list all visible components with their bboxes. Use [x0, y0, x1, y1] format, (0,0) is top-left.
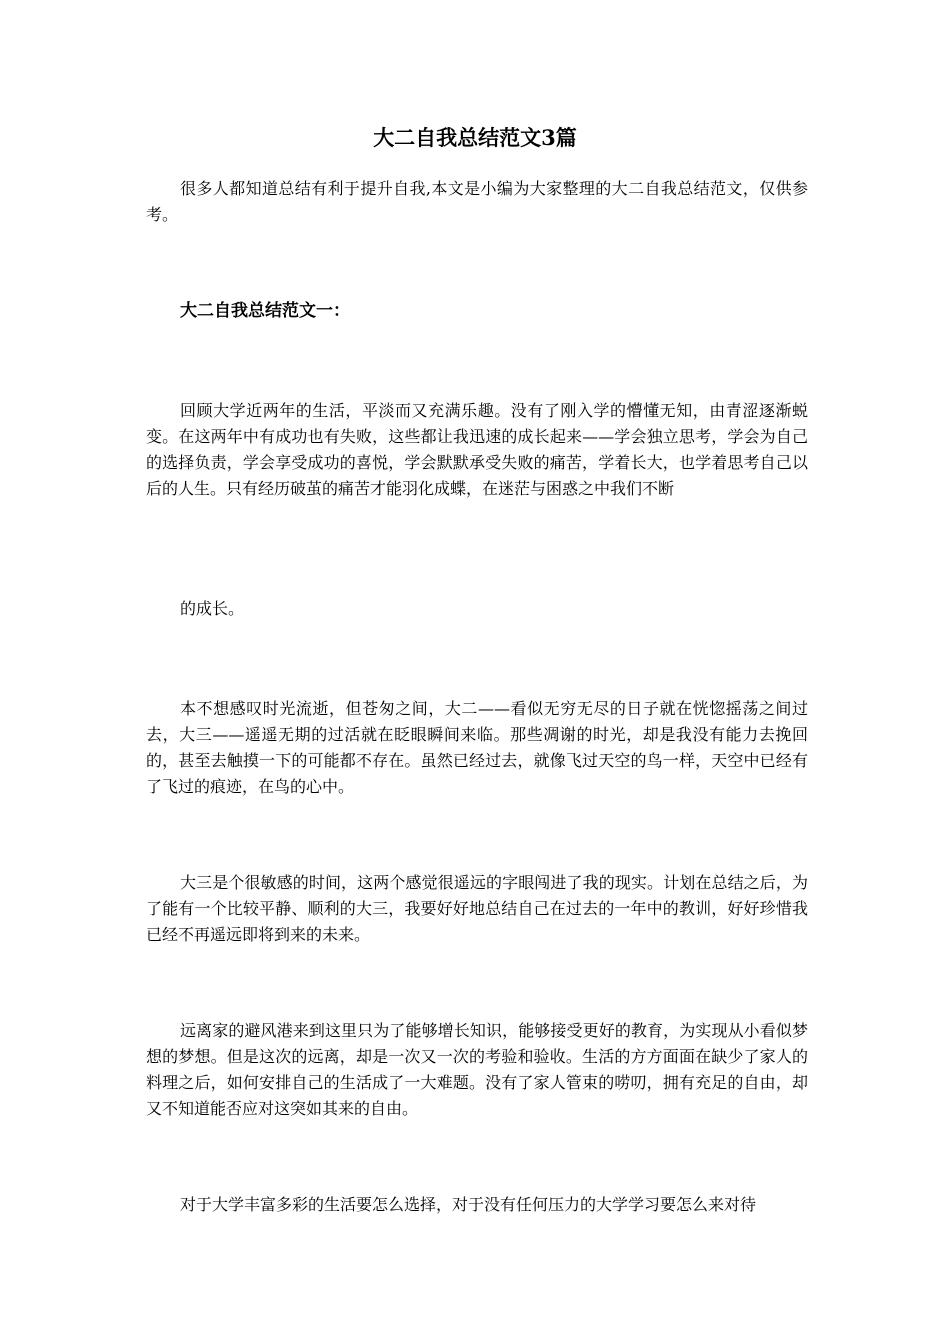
- section-heading: 大二自我总结范文一：: [180, 301, 350, 321]
- body-paragraph: 本不想感叹时光流逝，但苍匆之间，大二——看似无穷无尽的日子就在恍惚摇荡之间过去，大三——遥遥无期的过活就在眨眼瞬间来临。那些凋谢的时光，却是我没有能力去挽回的，甚至去触摸一下的可能都不存在。虽然已经过去，就像飞过天空的鸟一样，天空中已经有了飞过的痕迹，在鸟的心中。: [146, 699, 808, 796]
- body-paragraph: 回顾大学近两年的生活，平淡而又充满乐趣。没有了刚入学的懵懂无知，由青涩逐渐蜕变。在这两年中有成功也有失败，这些都让我迅速的成长起来——学会独立思考，学会为自己的选择负责，学会享受成功的喜悦，学会默默承受失败的痛苦，学着长大，也学着思考自己以后的人生。只有经历破茧的痛苦才能羽化成蝶，在迷茫与困惑之中我们不断: [146, 401, 808, 498]
- body-paragraph: 的成长。: [180, 599, 245, 618]
- body-paragraph: 远离家的避风港来到这里只为了能够增长知识，能够接受更好的教育，为实现从小看似梦想的梦想。但是这次的远离，却是一次又一次的考验和验收。生活的方方面面在缺少了家人的料理之后，如何安排自己的生活成了一大难题。没有了家人管束的唠叨，拥有充足的自由，却又不知道能否应对这突如其来的自由。: [146, 1021, 808, 1118]
- body-paragraph: 大三是个很敏感的时间，这两个感觉很遥远的字眼闯进了我的现实。计划在总结之后，为了能有一个比较平静、顺利的大三，我要好好地总结自己在过去的一年中的教训，好好珍惜我已经不再遥远即将到来的未来。: [146, 873, 808, 944]
- body-paragraph: 对于大学丰富多彩的生活要怎么选择，对于没有任何压力的大学学习要怎么来对待: [180, 1195, 757, 1214]
- intro-paragraph: 很多人都知道总结有利于提升自我,本文是小编为大家整理的大二自我总结范文，仅供参考。: [146, 179, 808, 224]
- document-title: 大二自我总结范文3篇: [373, 125, 577, 150]
